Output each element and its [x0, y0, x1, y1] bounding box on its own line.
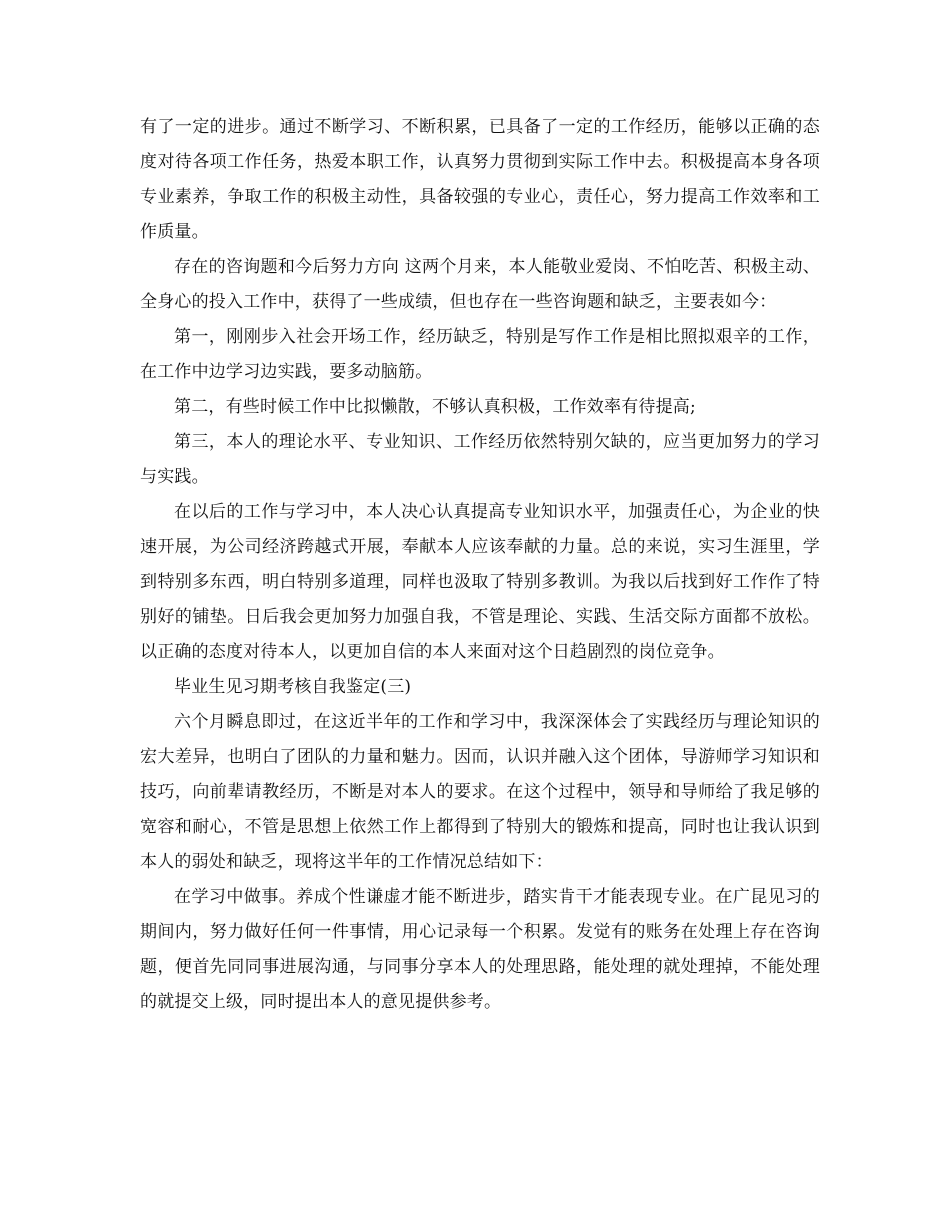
paragraph-continuation: 有了一定的进步。通过不断学习、不断积累，已具备了一定的工作经历，能够以正确的态度对待各项工作任务，热爱本职工作，认真努力贯彻到实际工作中去。积极提高本身各项专业素养，争取工作的积极主动性，具备较强的专业心，责任心，努力提高工作效率和工作质量。 [140, 117, 820, 242]
paragraph-point-one: 第一，刚刚步入社会开场工作，经历缺乏，特别是写作工作是相比照拟艰辛的工作，在工作中边学习边实践，要多动脑筋。 [140, 327, 820, 382]
paragraph-learning-by-doing: 在学习中做事。养成个性谦虚才能不断进步，踏实肯干才能表现专业。在广昆见习的期间内，努力做好任何一件事情，用心记录每一个积累。发觉有的账务在处理上存在咨询题，便首先同同事进展沟通，与同事分享本人的处理思路，能处理的就处理掉，不能处理的就提交上级，同时提出本人的意见提供参考。 [140, 887, 820, 1012]
paragraph-point-two: 第二，有些时候工作中比拟懒散，不够认真积极，工作效率有待提高; [174, 397, 696, 417]
paragraph-future-plan: 在以后的工作与学习中，本人决心认真提高专业知识水平，加强责任心，为企业的快速开展，为公司经济跨越式开展，奉献本人应该奉献的力量。总的来说，实习生涯里，学到特别多东西，明白特别多道理，同样也汲取了特别多教训。为我以后找到好工作作了特别好的铺垫。日后我会更加努力加强自我，不管是理论、实践、生活交际方面都不放松。以正确的态度对待本人，以更加自信的本人来面对这个日趋剧烈的岗位竞争。 [140, 502, 820, 662]
document-body [140, 110, 820, 1020]
section-heading: 毕业生见习期考核自我鉴定(三) [174, 677, 412, 697]
paragraph-point-three: 第三，本人的理论水平、专业知识、工作经历依然特别欠缺的，应当更加努力的学习与实践。 [140, 432, 820, 487]
paragraph-six-months: 六个月瞬息即过，在这近半年的工作和学习中，我深深体会了实践经历与理论知识的宏大差异，也明白了团队的力量和魅力。因而，认识并融入这个团体，导游师学习知识和技巧，向前辈请教经历，不断是对本人的要求。在这个过程中，领导和导师给了我足够的宽容和耐心，不管是思想上依然工作上都得到了特别大的锻炼和提高，同时也让我认识到本人的弱处和缺乏，现将这半年的工作情况总结如下： [140, 712, 820, 872]
paragraph-problems-and-direction: 存在的咨询题和今后努力方向 这两个月来，本人能敬业爱岗、不怕吃苦、积极主动、全身心的投入工作中，获得了一些成绩，但也存在一些咨询题和缺乏，主要表如今： [140, 257, 820, 312]
